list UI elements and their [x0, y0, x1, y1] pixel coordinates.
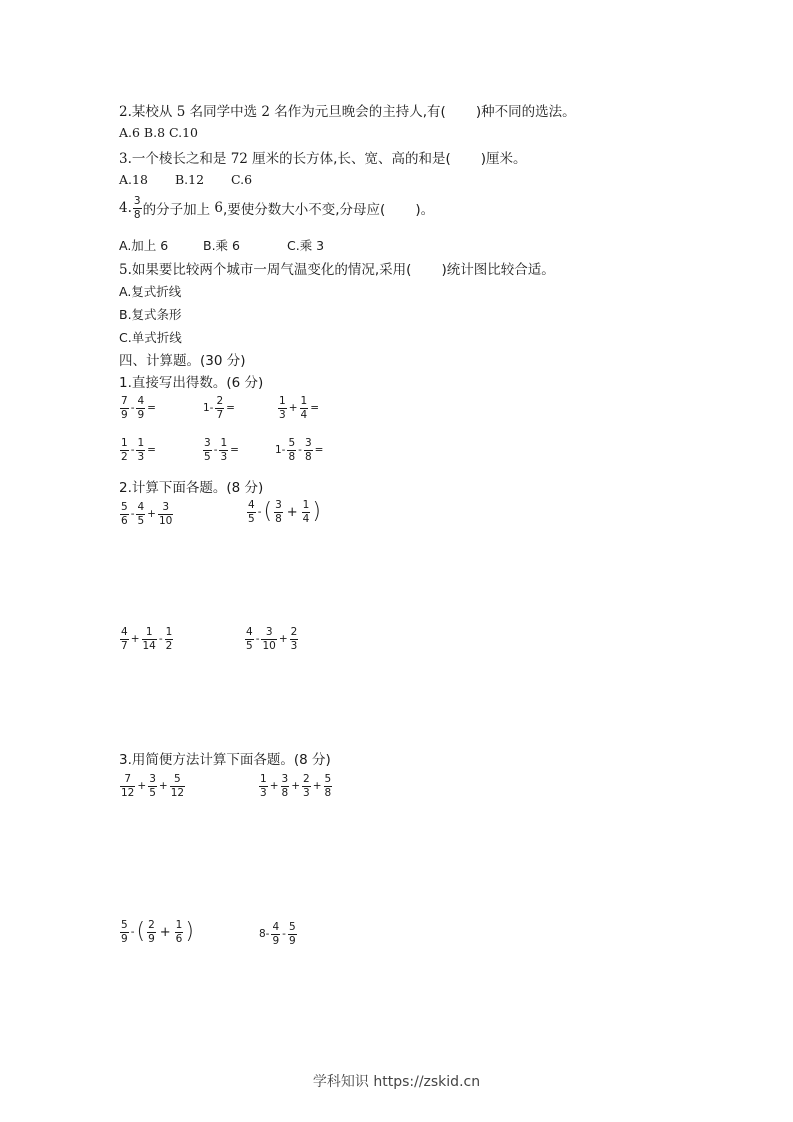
question-4-option-c: C.乘 3: [287, 238, 325, 253]
expr-4-7-plus-1-14-minus-1-2: $\frac{4}{7}$ + $\frac{1}{14}$ - $\frac{1}{2}$: [121, 626, 173, 652]
expr-4-5-minus-paren-3-8-plus-1-4: $\frac{4}{5}$ - ( $\frac{3}{8}$ + $\frac{1}{4}$ ): [248, 499, 321, 525]
question-3-option-a: A.18: [119, 172, 148, 187]
question-2-options: A.6 B.8 C.10: [119, 125, 199, 140]
expr-7-9-minus-4-9: $\frac{7}{9}$ - $\frac{4}{9}$ =: [121, 395, 156, 421]
expr-1-minus-5-8-minus-3-8: 1- $\frac{5}{8}$ - $\frac{3}{8}$ =: [275, 437, 324, 463]
expr-3-5-minus-1-3: $\frac{3}{5}$ - $\frac{1}{3}$ =: [204, 437, 239, 463]
question-2: 2.某校从 5 名同学中选 2 名作为元旦晚会的主持人,有( )种不同的选法。: [119, 104, 576, 120]
expr-7-12-plus-3-5-plus-5-12: $\frac{7}{12}$ + $\frac{3}{5}$ + $\frac{5}{12}$: [121, 773, 185, 799]
footer-watermark: 学科知识 https://zskid.cn: [312, 1074, 481, 1090]
expr-1-3-plus-3-8-plus-2-3-plus-5-8: $\frac{1}{3}$ + $\frac{3}{8}$ + $\frac{2}{3}$ + $\frac{5}{8}$: [260, 773, 332, 799]
expr-5-9-minus-paren-2-9-plus-1-6: $\frac{5}{9}$ - ( $\frac{2}{9}$ + $\frac{1}{6}$ ): [121, 919, 194, 945]
question-5: 5.如果要比较两个城市一周气温变化的情况,采用( )统计图比较合适。: [119, 262, 555, 278]
expr-8-minus-4-9-minus-5-9: 8- $\frac{4}{9}$ - $\frac{5}{9}$: [259, 921, 296, 947]
part-1-title: 1.直接写出得数。(6 分): [119, 375, 264, 391]
part-3-title: 3.用简便方法计算下面各题。(8 分): [119, 752, 331, 768]
section-4-title: 四、计算题。(30 分): [119, 353, 246, 369]
question-4: 4. $\frac{3}{8}$ 的分子加上 6 ,要使分数大小不变,分母应( )。: [119, 195, 435, 221]
question-5-option-c: C.单式折线: [119, 330, 182, 345]
question-3-option-c: C.6: [231, 172, 253, 187]
expr-4-5-minus-3-10-plus-2-3: $\frac{4}{5}$ - $\frac{3}{10}$ + $\frac{2}{3}$: [246, 626, 298, 652]
expr-1-3-plus-1-4: $\frac{1}{3}$ + $\frac{1}{4}$ =: [279, 395, 319, 421]
part-2-title: 2.计算下面各题。(8 分): [119, 480, 264, 496]
question-4-option-a: A.加上 6: [119, 238, 169, 253]
question-5-option-b: B.复式条形: [119, 307, 182, 322]
question-5-option-a: A.复式折线: [119, 284, 182, 299]
expr-1-2-minus-1-3: $\frac{1}{2}$ - $\frac{1}{3}$ =: [121, 437, 156, 463]
question-3: 3.一个棱长之和是 72 厘米的长方体,长、宽、高的和是( )厘米。: [119, 151, 527, 167]
question-4-fraction: $\frac{3}{8}$: [133, 195, 141, 221]
expr-5-6-minus-4-5-plus-3-10: $\frac{5}{6}$ - $\frac{4}{5}$ + $\frac{3}{10}$: [121, 501, 173, 527]
question-3-option-b: B.12: [175, 172, 205, 187]
question-4-option-b: B.乘 6: [203, 238, 240, 253]
expr-1-minus-2-7: 1- $\frac{2}{7}$ =: [203, 395, 235, 421]
